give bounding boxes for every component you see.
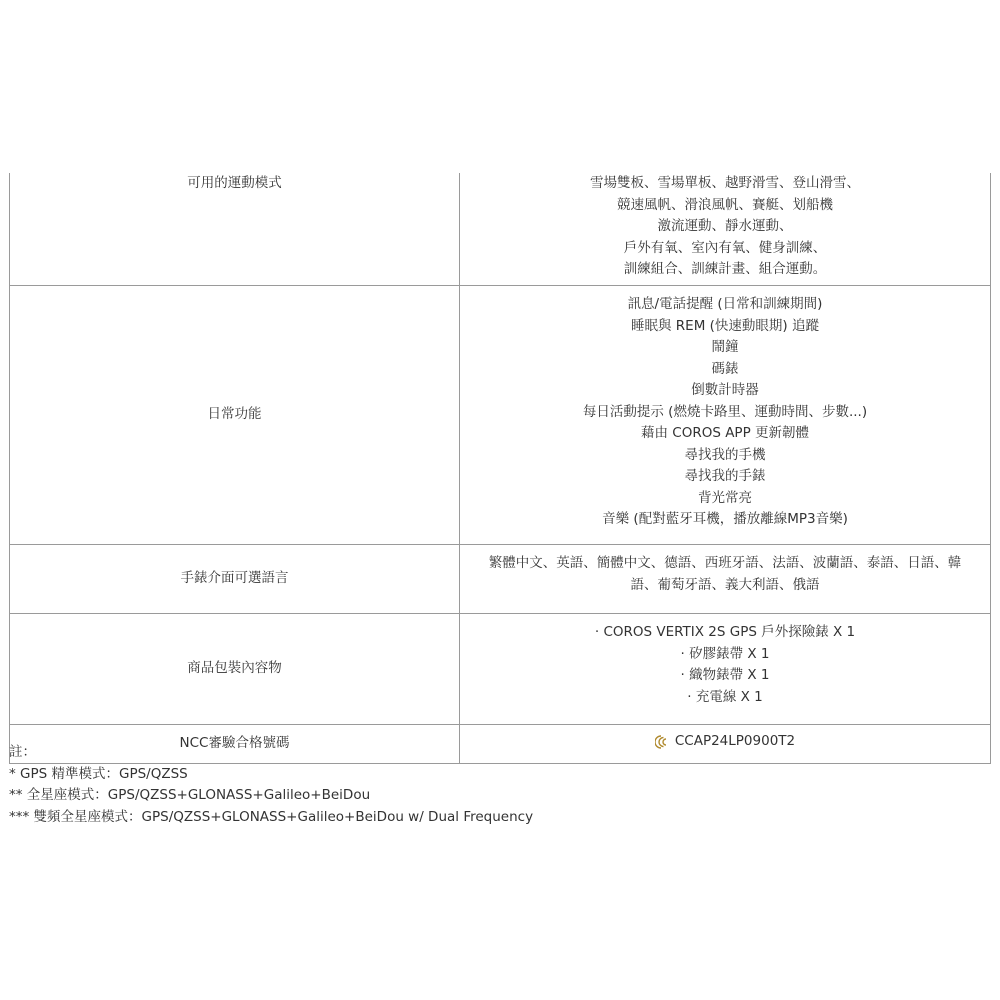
value-line: 尋找我的手錶 [684,468,766,484]
value-line: 碼錶 [711,360,739,377]
value-line: 音樂 (配對藍牙耳機，播放離線MP3音樂) [602,511,848,527]
row-label-ncc: NCC審驗合格號碼 [10,725,460,764]
value-line: 藉由 COROS APP 更新韌體 [640,425,810,441]
value-line: 語、葡萄牙語、義大利語、俄語 [630,576,820,593]
footnotes [9,742,533,828]
value-line: 鬧鐘 [711,339,739,355]
value-line: 尋找我的手機 [684,446,766,463]
value-line: · 充電線 X 1 [687,688,763,705]
table-row [10,286,991,545]
value-line: · 矽膠錶帶 X 1 [680,645,770,662]
spec-table [9,173,991,764]
row-label-languages: 手錶介面可選語言 [10,545,460,614]
row-label-package-contents: 商品包裝內容物 [10,614,460,725]
table-row [10,614,991,725]
footnote-gps-mode: * GPS 精準模式：GPS/QZSS [9,765,188,782]
value-line: · COROS VERTIX 2S GPS 戶外探險錶 X 1 [594,624,856,640]
value-line: 雪場雙板、雪場單板、越野滑雪、登山滑雪、 [590,175,860,191]
row-value-ncc [460,725,991,764]
value-line: 睡眠與 REM (快速動眼期) 追蹤 [631,317,819,334]
row-value-languages [460,545,991,614]
ncc-certification-mark-icon [655,734,671,750]
value-line: 戶外有氧、室內有氧、健身訓練、 [623,239,827,256]
row-value-daily-features [460,286,991,545]
value-line: 訊息/電話提醒 (日常和訓練期間) [627,296,823,312]
table-row [10,545,991,614]
footnote-dual-frequency: *** 雙頻全星座模式：GPS/QZSS+GLONASS+Galileo+BeiDou w/ Dual Frequency [9,808,534,825]
row-value-package-contents [460,614,991,725]
footnote-heading: 註： [9,744,36,760]
row-label-sport-modes: 可用的運動模式 [10,173,460,286]
value-line: · 織物錶帶 X 1 [680,667,770,683]
value-line: 背光常亮 [698,489,752,506]
value-line: 繁體中文、英語、簡體中文、德語、西班牙語、法語、波蘭語、泰語、日語、韓 [488,555,962,571]
footnote-all-systems: ** 全星座模式：GPS/QZSS+GLONASS+Galileo+BeiDou [9,787,371,803]
value-line: 訓練組合、訓練計畫、組合運動。 [623,261,827,277]
value-line: 競速風帆、滑浪風帆、賽艇、划船機 [617,196,833,213]
ncc-code: CCAP24LP0900T2 [674,732,796,749]
value-line: 激流運動、靜水運動、 [657,218,793,234]
value-line: 每日活動提示 (燃燒卡路里、運動時間、步數...) [582,403,868,420]
ncc-code-wrap [655,731,795,753]
row-value-sport-modes [460,173,991,286]
row-label-daily-features: 日常功能 [10,286,460,545]
value-line: 倒數計時器 [691,382,759,398]
table-row [10,173,991,286]
